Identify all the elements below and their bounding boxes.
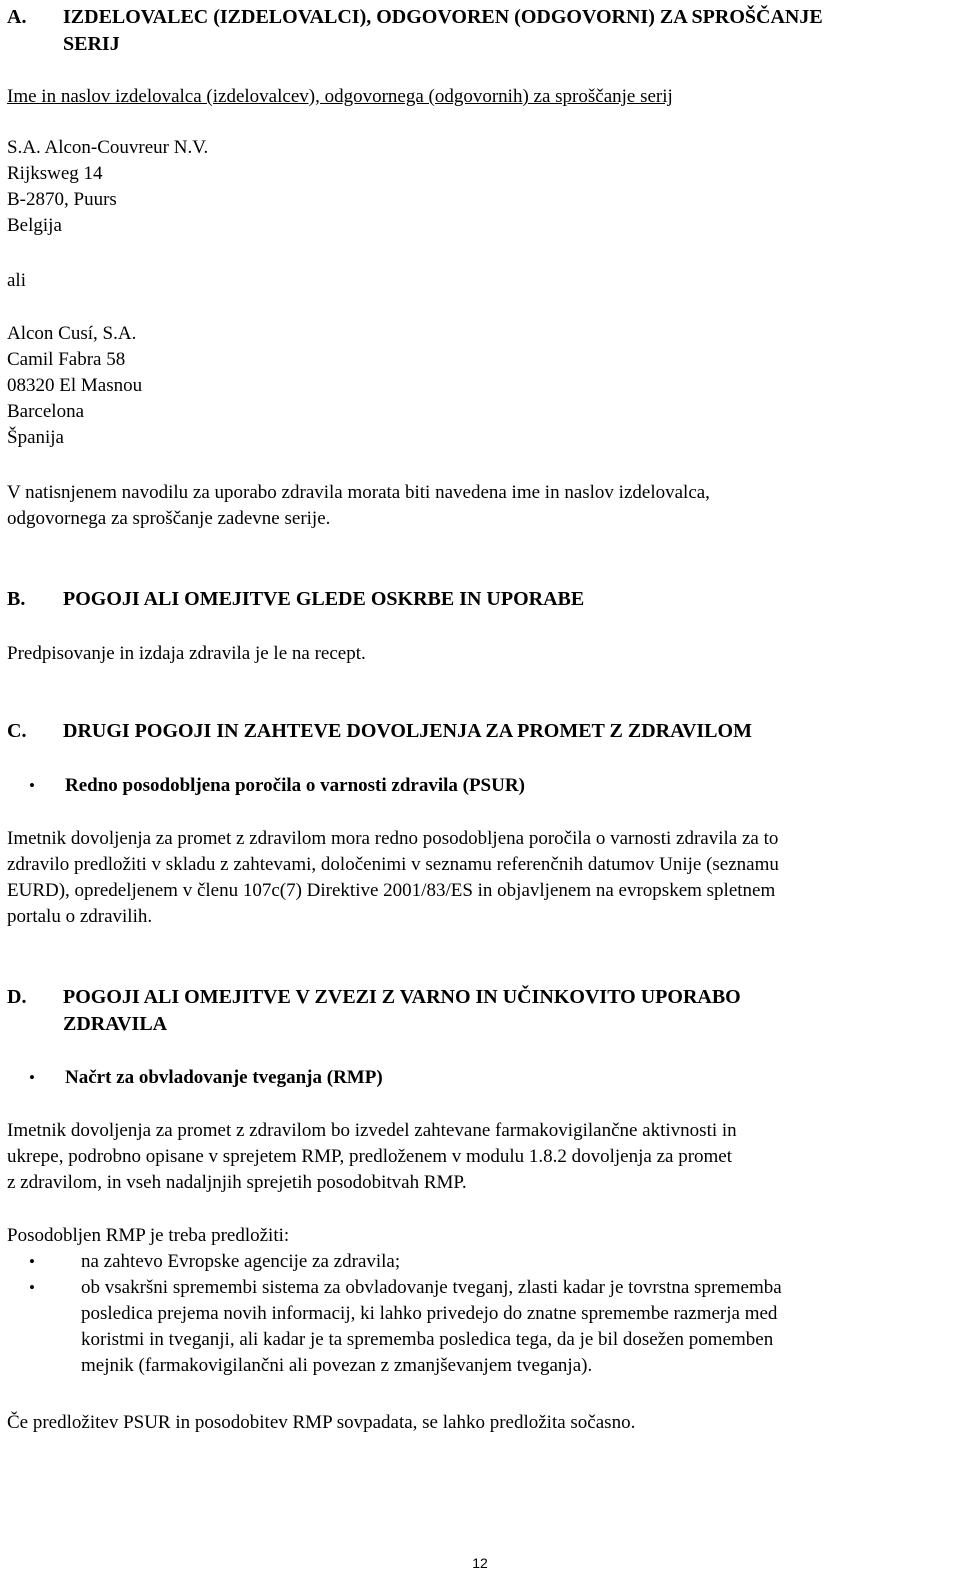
address2-line4: Barcelona <box>7 401 85 422</box>
section-a-title-line2: SERIJ <box>63 33 120 55</box>
section-a-letter: A. <box>7 6 27 28</box>
section-d-title-line1: POGOJI ALI OMEJITVE V ZVEZI Z VARNO IN UČINKOVITO UPORABO <box>63 986 741 1008</box>
rmp-list-item-2-line1: ob vsakršni spremembi sistema za obvladovanje tveganj, zlasti kadar je tovrstna sprememba <box>81 1277 782 1298</box>
section-d-title-line2: ZDRAVILA <box>63 1013 168 1035</box>
rmp-list-item-2-line2: posledica prejema novih informacij, ki lahko privedejo do znatne spremembe razmerja med <box>81 1303 778 1324</box>
rmp-list-item-1-text: na zahtevo Evropske agencije za zdravila; <box>81 1251 401 1272</box>
bullet-icon: • <box>29 1068 35 1087</box>
section-a-title-line1: IZDELOVALEC (IZDELOVALCI), ODGOVOREN (ODGOVORNI) ZA SPROŠČANJE <box>63 6 823 28</box>
address1-line3: B-2870, Puurs <box>7 189 117 210</box>
section-b-heading <box>7 586 584 612</box>
section-b-title: POGOJI ALI OMEJITVE GLEDE OSKRBE IN UPORABE <box>63 588 585 610</box>
section-d-heading <box>7 984 741 1010</box>
bullet-icon: • <box>29 776 35 795</box>
section-d-bullet-text: Načrt za obvladovanje tveganja (RMP) <box>65 1067 383 1088</box>
section-a-heading <box>7 4 823 30</box>
section-b-letter: B. <box>7 588 26 610</box>
section-c-para-line1: Imetnik dovoljenja za promet z zdravilom mora redno posodobljena poročila o varnosti zdravila za to <box>7 828 779 849</box>
address2-line3: 08320 El Masnou <box>7 375 143 396</box>
address1-line2: Rijksweg 14 <box>7 163 103 184</box>
address2-line5: Španija <box>7 427 64 448</box>
section-c-para-line2: zdravilo predložiti v skladu z zahtevami, določenimi v seznamu referenčnih datumov Unije (seznamu <box>7 854 779 875</box>
section-a-note-line1: V natisnjenem navodilu za uporabo zdravila morata biti navedena ime in naslov izdelovalca, <box>7 482 710 503</box>
rmp-list-item-2-line4: mejnik (farmakovigilančni ali povezan z zmanjševanjem tveganja). <box>81 1355 593 1376</box>
section-c-letter: C. <box>7 720 27 742</box>
closing-text: Če predložitev PSUR in posodobitev RMP sovpadata, se lahko predložita sočasno. <box>7 1412 636 1433</box>
section-c-bullet-text: Redno posodobljena poročila o varnosti zdravila (PSUR) <box>65 775 525 796</box>
page-number: 12 <box>472 1555 488 1571</box>
section-d-para-line2: ukrepe, podrobno opisane v sprejetem RMP, predloženem v modulu 1.8.2 dovoljenja za promet <box>7 1146 733 1167</box>
bullet-icon: • <box>29 1278 35 1297</box>
address1-line4: Belgija <box>7 215 62 236</box>
section-d-letter: D. <box>7 986 27 1008</box>
section-c-para-line3: EURD), opredeljenem v členu 107c(7) Direktive 2001/83/ES in objavljenem na evropskem spletnem <box>7 880 776 901</box>
rmp-intro: Posodobljen RMP je treba predložiti: <box>7 1225 290 1246</box>
section-b-text: Predpisovanje in izdaja zdravila je le na recept. <box>7 643 366 664</box>
section-c-heading <box>7 718 752 744</box>
or-text: ali <box>7 270 26 291</box>
bullet-icon: • <box>29 1252 35 1271</box>
section-a-note-line2: odgovornega za sproščanje zadevne serije. <box>7 508 331 529</box>
section-c-title: DRUGI POGOJI IN ZAHTEVE DOVOLJENJA ZA PROMET Z ZDRAVILOM <box>63 720 752 742</box>
address2-line1: Alcon Cusí, S.A. <box>7 323 137 344</box>
rmp-list-item-2-line3: koristmi in tveganji, ali kadar je ta sprememba posledica tega, da je bil dosežen pomemben <box>81 1329 774 1350</box>
address1-line1: S.A. Alcon-Couvreur N.V. <box>7 137 209 158</box>
address2-line2: Camil Fabra 58 <box>7 349 126 370</box>
section-d-para-line3: z zdravilom, in vseh nadaljnjih sprejetih posodobitvah RMP. <box>7 1172 467 1193</box>
section-c-para-line4: portalu o zdravilih. <box>7 906 153 927</box>
section-a-subtitle: Ime in naslov izdelovalca (izdelovalcev), odgovornega (odgovornih) za sproščanje serij <box>7 86 673 107</box>
section-d-para-line1: Imetnik dovoljenja za promet z zdravilom bo izvedel zahtevane farmakovigilančne aktivnosti in <box>7 1120 737 1141</box>
